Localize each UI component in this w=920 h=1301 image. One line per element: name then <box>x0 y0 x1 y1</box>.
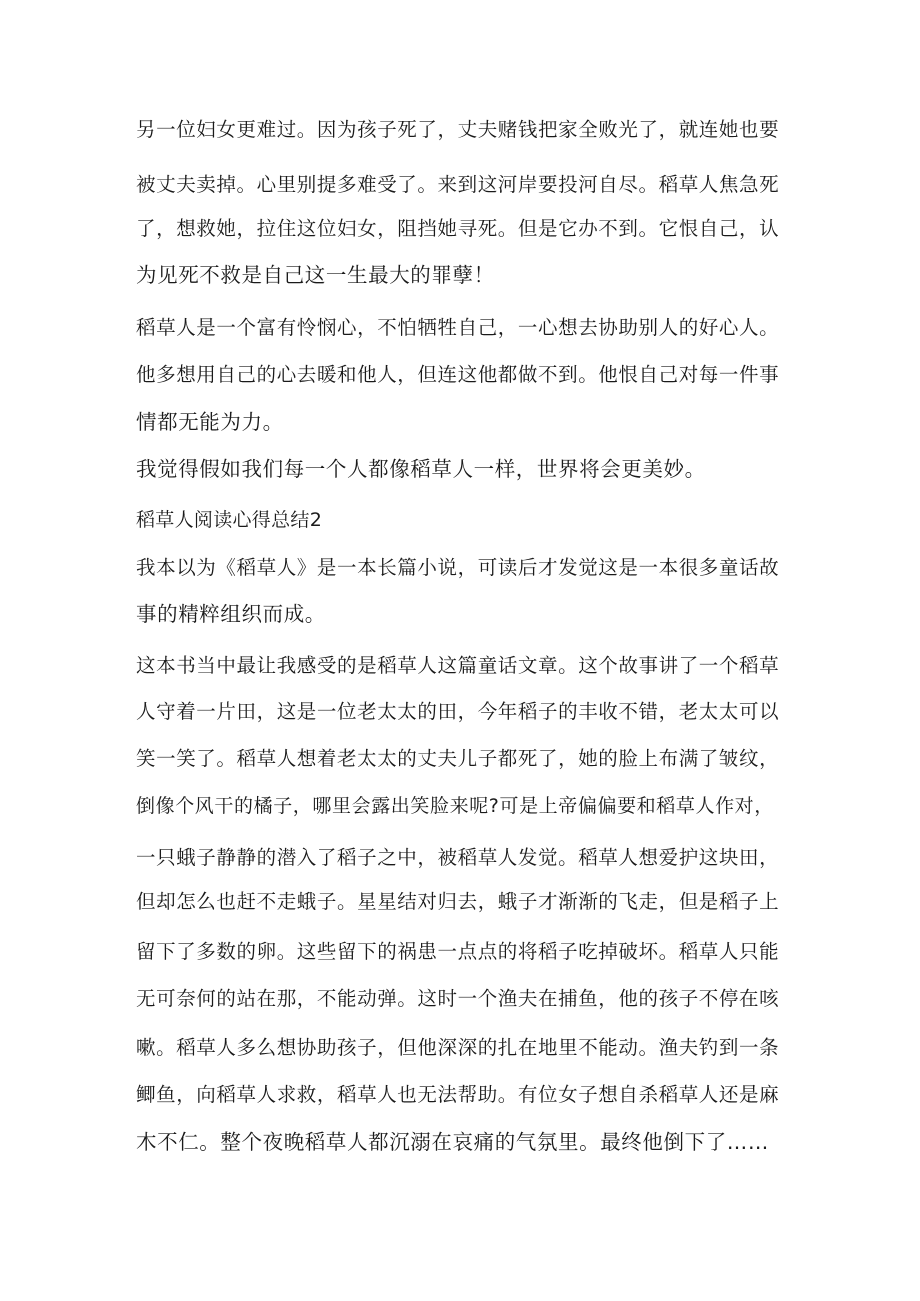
text-line: 情都无能为力。 <box>136 410 284 434</box>
text-line: 笑一笑了。稻草人想着老太太的丈夫儿子都死了，她的脸上布满了皱纹， <box>136 747 780 770</box>
text-line: 了，想救她，拉住这位妇女，阻挡她寻死。但是它办不到。它恨自己，认 <box>136 217 780 240</box>
text-line: 倒像个风干的橘子，哪里会露出笑脸来呢?可是上帝偏偏要和稻草人作对， <box>136 795 774 817</box>
text-line: 另一位妇女更难过。因为孩子死了，丈夫赌钱把家全败光了，就连她也要 <box>136 118 780 141</box>
text-line: 他多想用自己的心去暖和他人，但连这他都做不到。他恨自己对每一件事 <box>136 363 780 386</box>
text-line: 我本以为《稻草人》是一本长篇小说，可读后才发觉这是一本很多童话故 <box>136 556 780 579</box>
text-line: 我觉得假如我们每一个人都像稻草人一样，世界将会更美妙。 <box>136 457 706 481</box>
text-line: 无可奈何的站在那，不能动弹。这时一个渔夫在捕鱼，他的孩子不停在咳 <box>136 987 780 1010</box>
text-line: 被丈夫卖掉。心里别提多难受了。来到这河岸要投河自尽。稻草人焦急死 <box>136 173 780 196</box>
text-line: 但却怎么也赶不走蛾子。星星结对归去，蛾子才渐渐的飞走，但是稻子上 <box>136 890 780 913</box>
text-line: 一只蛾子静静的潜入了稻子之中，被稻草人发觉。稻草人想爱护这块田， <box>136 846 780 869</box>
text-line: 事的精粹组织而成。 <box>136 602 326 626</box>
text-line: 鲫鱼，向稻草人求救，稻草人也无法帮助。有位女子想自杀稻草人还是麻 <box>136 1083 780 1106</box>
text-line: 嗽。稻草人多么想协助孩子，但他深深的扎在地里不能动。渔夫钓到一条 <box>136 1036 780 1059</box>
text-line: 木不仁。整个夜晚稻草人都沉溺在哀痛的气氛里。最终他倒下了…… <box>136 1130 769 1154</box>
text-line: 稻草人是一个富有怜悯心，不怕牺牲自己，一心想去协助别人的好心人。 <box>136 316 780 339</box>
text-line: 这本书当中最让我感受的是稻草人这篇童话文章。这个故事讲了一个稻草 <box>136 654 780 677</box>
text-line: 为见死不救是自己这一生最大的罪孽！ <box>136 263 495 287</box>
text-line: 人守着一片田，这是一位老太太的田，今年稻子的丰收不错，老太太可以 <box>136 700 780 723</box>
section-heading: 稻草人阅读心得总结2 <box>136 509 323 531</box>
text-line: 留下了多数的卵。这些留下的祸患一点点的将稻子吃掉破坏。稻草人只能 <box>136 940 780 963</box>
